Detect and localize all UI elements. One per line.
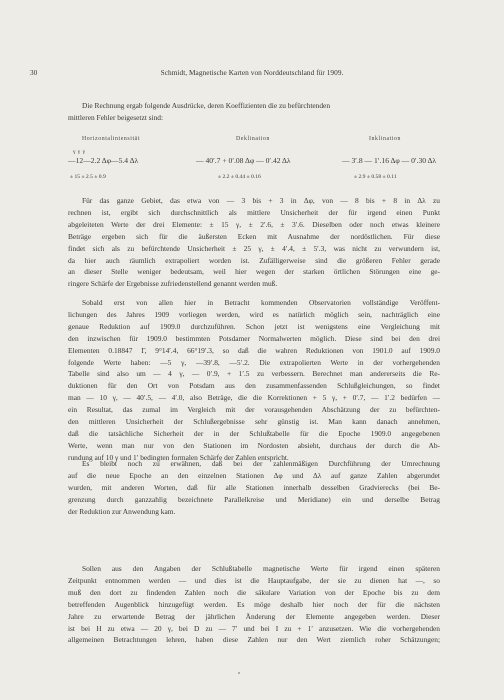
equation-horizontal-intensity: —12—2.2 Δφ—5.4 Δλ (68, 156, 139, 165)
paragraph-uncertainty (68, 195, 440, 300)
text-line: auf die neue Epoche an den einzelnen Stationen Δφ und Δλ auf ganze Zahlen abgerundet (68, 470, 440, 480)
column-heading-inclination: Inklination (369, 136, 402, 142)
intro-paragraph (68, 100, 440, 124)
running-head (30, 68, 474, 80)
errors-inclination: ± 2.9 ± 0.58 ± 0.11 (354, 174, 397, 180)
intro-line: Die Rechnung ergab folgende Ausdrücke, deren Koeffizienten die zu befürchtenden (82, 101, 331, 110)
text-line: genaue Reduktion auf 1909.0 durchzuführen. Schon jetzt ist wenigstens eine Vergleichung mit (68, 321, 440, 331)
equation-declination: — 40′.7 + 0′.08 Δφ — 0′.42 Δλ (196, 156, 291, 165)
column-heading-declination: Deklination (236, 136, 270, 142)
text-line: Es bleibt noch zu erwähnen, daß bei der zahlenmäßigen Durchführung der Umrechnung (82, 459, 440, 468)
text-line: Für das ganze Gebiet, das etwa von — 3 bis + 3 in Δφ, von — 8 bis + 8 in Δλ zu (82, 196, 440, 205)
errors-declination: ± 2.2 ± 0.44 ± 0.16 (218, 174, 261, 180)
text-line: wurden, mit anderen Worten, daß für alle Stationen innerhalb desselben Gradvierecks (bei Be- (68, 482, 440, 492)
text-line: der Reduktion zur Anwendung kam. (68, 506, 176, 516)
text-line: rundung auf 10 γ und 1′ bedingten formalen Schärfe der Zahlen entspricht. (68, 452, 289, 462)
equation-inclination: — 3′.8 — 1′.16 Δφ — 0′.30 Δλ (342, 156, 437, 165)
paragraph-potsdam-comparison (68, 297, 440, 462)
text-line: Werte, wenn man nur von den Stationen im Nordosten absieht, durchaus der durch die Ab- (68, 440, 440, 450)
text-line: ein Resultat, das zumal im Vergleich mit der vorausgehenden Abschätzung der zu befürchten- (68, 405, 440, 415)
paragraph-rounding (68, 458, 440, 565)
page-speck (238, 672, 240, 674)
text-line: Beträge ergeben sich für die äußersten Ecken mit Ausnahme der nordöstlichen. Für diese (68, 231, 440, 241)
text-line: abgeleiteten Werte der drei Elemente: ± 15 γ, ± 2′.6, ± 3′.6. Dieselben oder noch etwas kleinere (68, 219, 440, 229)
coefficient-table (68, 136, 440, 192)
unit-marks-horizontal-intensity: γ γ γ (73, 149, 86, 155)
text-line: rechnen ist, ergibt sich durchschnittlich als mittlere Unsicherheit der für irgend einen Punkt (68, 207, 440, 217)
text-line: lichungen des Jahres 1909 vorliegen werden, wird es natürlich möglich sein, nachträglich eine (68, 309, 440, 319)
running-title: Schmidt, Magnetische Karten von Norddeutschland für 1909. (160, 68, 344, 77)
text-line: muß den dort zu findenden Zahlen noch die säkulare Variation von der Epoche bis zu dem (68, 587, 440, 597)
text-line: Sobald erst von allen hier in Betracht kommenden Observatorien vollständige Veröffent- (82, 298, 440, 307)
text-line: ringere Schärfe der Ergebnisse zufriedenstellend genannt werden muß. (68, 279, 278, 289)
text-line: Tabelle sind also um — 4 γ, — 0′.9, + 1′.5 zu verbessern. Berechnet man andererseits die Re- (68, 369, 440, 379)
text-line: Elementen 0.18847 Γ, 9°14′.4, 66°19′.3, so daß die wahren Reduktionen von 1901.0 auf 1909.0 (68, 345, 440, 355)
text-line: folgende Werte haben: —5 γ, —39′.8, —5′.2. Die extrapolierten Werte in der vorhergehenden (68, 357, 440, 367)
text-line: duktionen für den Ort von Potsdam aus den zusammenfassenden Schlußgleichungen, so findet (68, 381, 440, 391)
text-line: den inzwischen für 1909.0 bestimmten Potsdamer Normalwerten möglich. Diese sind bei den drei (68, 333, 440, 343)
text-line: grenzung durch ganzzahlig bezeichnete Parallelkreise und Meridiane) ein und derselbe Betrag (68, 494, 440, 504)
text-line: man — 10 γ, — 40′.5, — 4′.0, also Beträge, die die Korrektionen + 5 γ, + 0′.7, — 1′.2 bedürfen — (68, 393, 440, 403)
text-line: Jahre zu erwartende Betrag der jährlichen Änderung der Elemente angegeben werden. Dieser (68, 611, 440, 621)
column-heading-horizontal-intensity: Horizontalintensität (82, 136, 141, 142)
text-line: allgemeinen Betrachtungen lehren, haben diese Zahlen nur den Wert ziemlich roher Schätzungen; (68, 635, 440, 645)
page-number: 30 (30, 68, 38, 77)
text-line: ist bei H zu etwa — 20 γ, bei D zu — 7′ und bei I zu + 1′ anzusetzen. Wie die vorhergehenden (68, 623, 440, 633)
errors-horizontal-intensity: ± 15 ± 2.5 ± 0.9 (70, 174, 106, 180)
text-line: Sollen aus den Angaben der Schlußtabelle magnetische Werte für irgend einen späteren (82, 564, 440, 573)
text-line: da hier auch räumlich extrapoliert worden ist. Zufälligerweise sind die größeren Fehler gerade (68, 255, 440, 265)
paragraph-secular-variation (68, 563, 440, 693)
text-line: betreffenden Augenblick hinzugefügt werden. Es möge deshalb hier noch der für die nächsten (68, 599, 440, 609)
text-line: findet sich als zu befürchtende Unsicherheit ± 25 γ, ± 4′.4, ± 5′.3, was nicht zu verwundern ist, (68, 243, 440, 253)
text-line: an dieser Stelle weniger bedeutsam, weil hier wegen der starken örtlichen Störungen eine ge- (68, 267, 440, 277)
intro-line: mittleren Fehler beigesetzt sind: (68, 112, 164, 122)
text-line: Zeitpunkt entnommen werden — und dies ist die Hauptaufgabe, der sie zu dienen hat —, so (68, 575, 440, 585)
text-line: daß die tatsächliche Sicherheit der in der Schlußtabelle für die Epoche 1909.0 angegebenen (68, 428, 440, 438)
text-line: den mittleren Unsicherheit der Schlußergebnisse sehr günstig ist. Man kann danach annehmen, (68, 417, 440, 427)
